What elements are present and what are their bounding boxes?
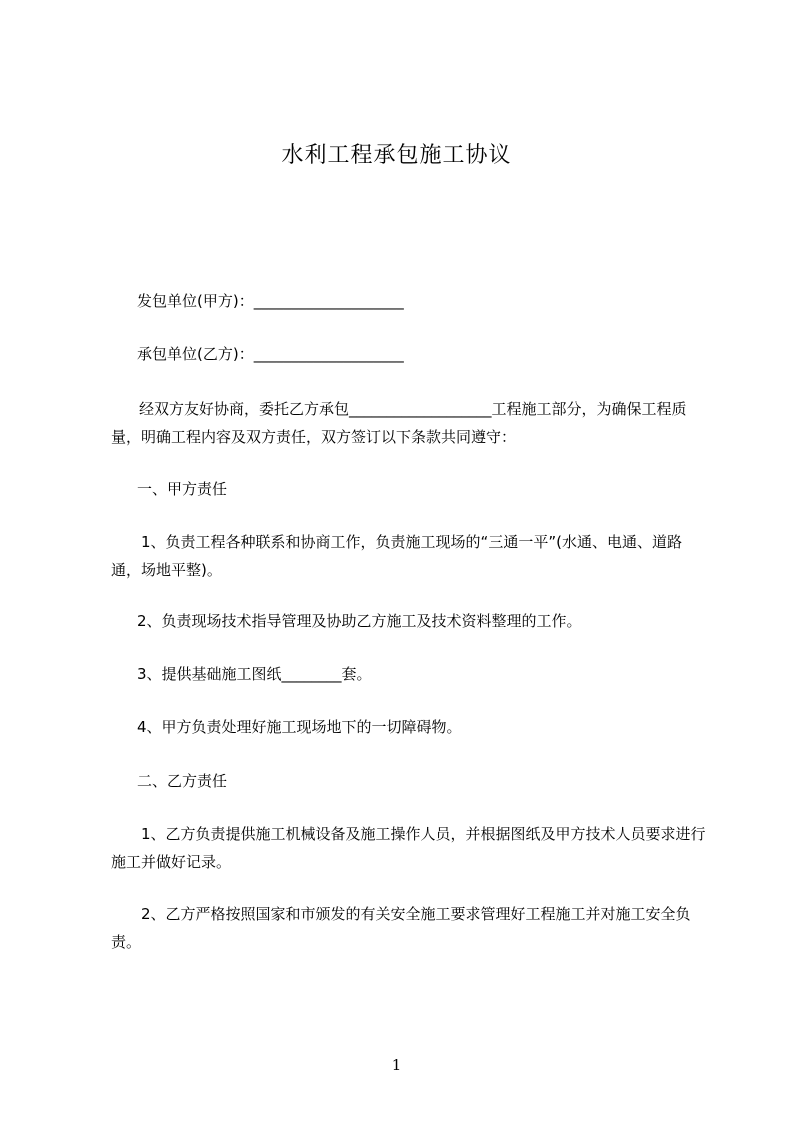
section-1-item-1: 1、负责工程各种联系和协商工作，负责施工现场的“三通一平”(水通、电通、道路通，场地平整)。: [111, 533, 682, 579]
document-title: 水利工程承包施工协议: [281, 143, 512, 168]
party-a-line: 发包单位(甲方)：____________________: [137, 292, 404, 310]
section-2-item-1: 1、乙方负责提供施工机械设备及施工操作人员，并根据图纸及甲方技术人员要求进行施工并做好记录。: [111, 825, 706, 871]
page-number: 1: [391, 1056, 402, 1074]
party-b-line: 承包单位(乙方)：____________________: [137, 345, 404, 363]
intro-paragraph: 经双方友好协商，委托乙方承包___________________工程施工部分，为确保工程质量，明确工程内容及双方责任，双方签订以下条款共同遵守：: [111, 400, 687, 446]
section-1-item-2: 2、负责现场技术指导管理及协助乙方施工及技术资料整理的工作。: [137, 612, 582, 630]
section-1-heading: 一、甲方责任: [137, 480, 228, 498]
section-1-item-4: 4、甲方负责处理好施工现场地下的一切障碍物。: [137, 718, 462, 736]
section-2-heading: 二、乙方责任: [137, 772, 228, 790]
section-2-item-2: 2、乙方严格按照国家和市颁发的有关安全施工要求管理好工程施工并对施工安全负责。: [111, 905, 691, 951]
section-1-item-3: 3、提供基础施工图纸________套。: [137, 665, 372, 683]
